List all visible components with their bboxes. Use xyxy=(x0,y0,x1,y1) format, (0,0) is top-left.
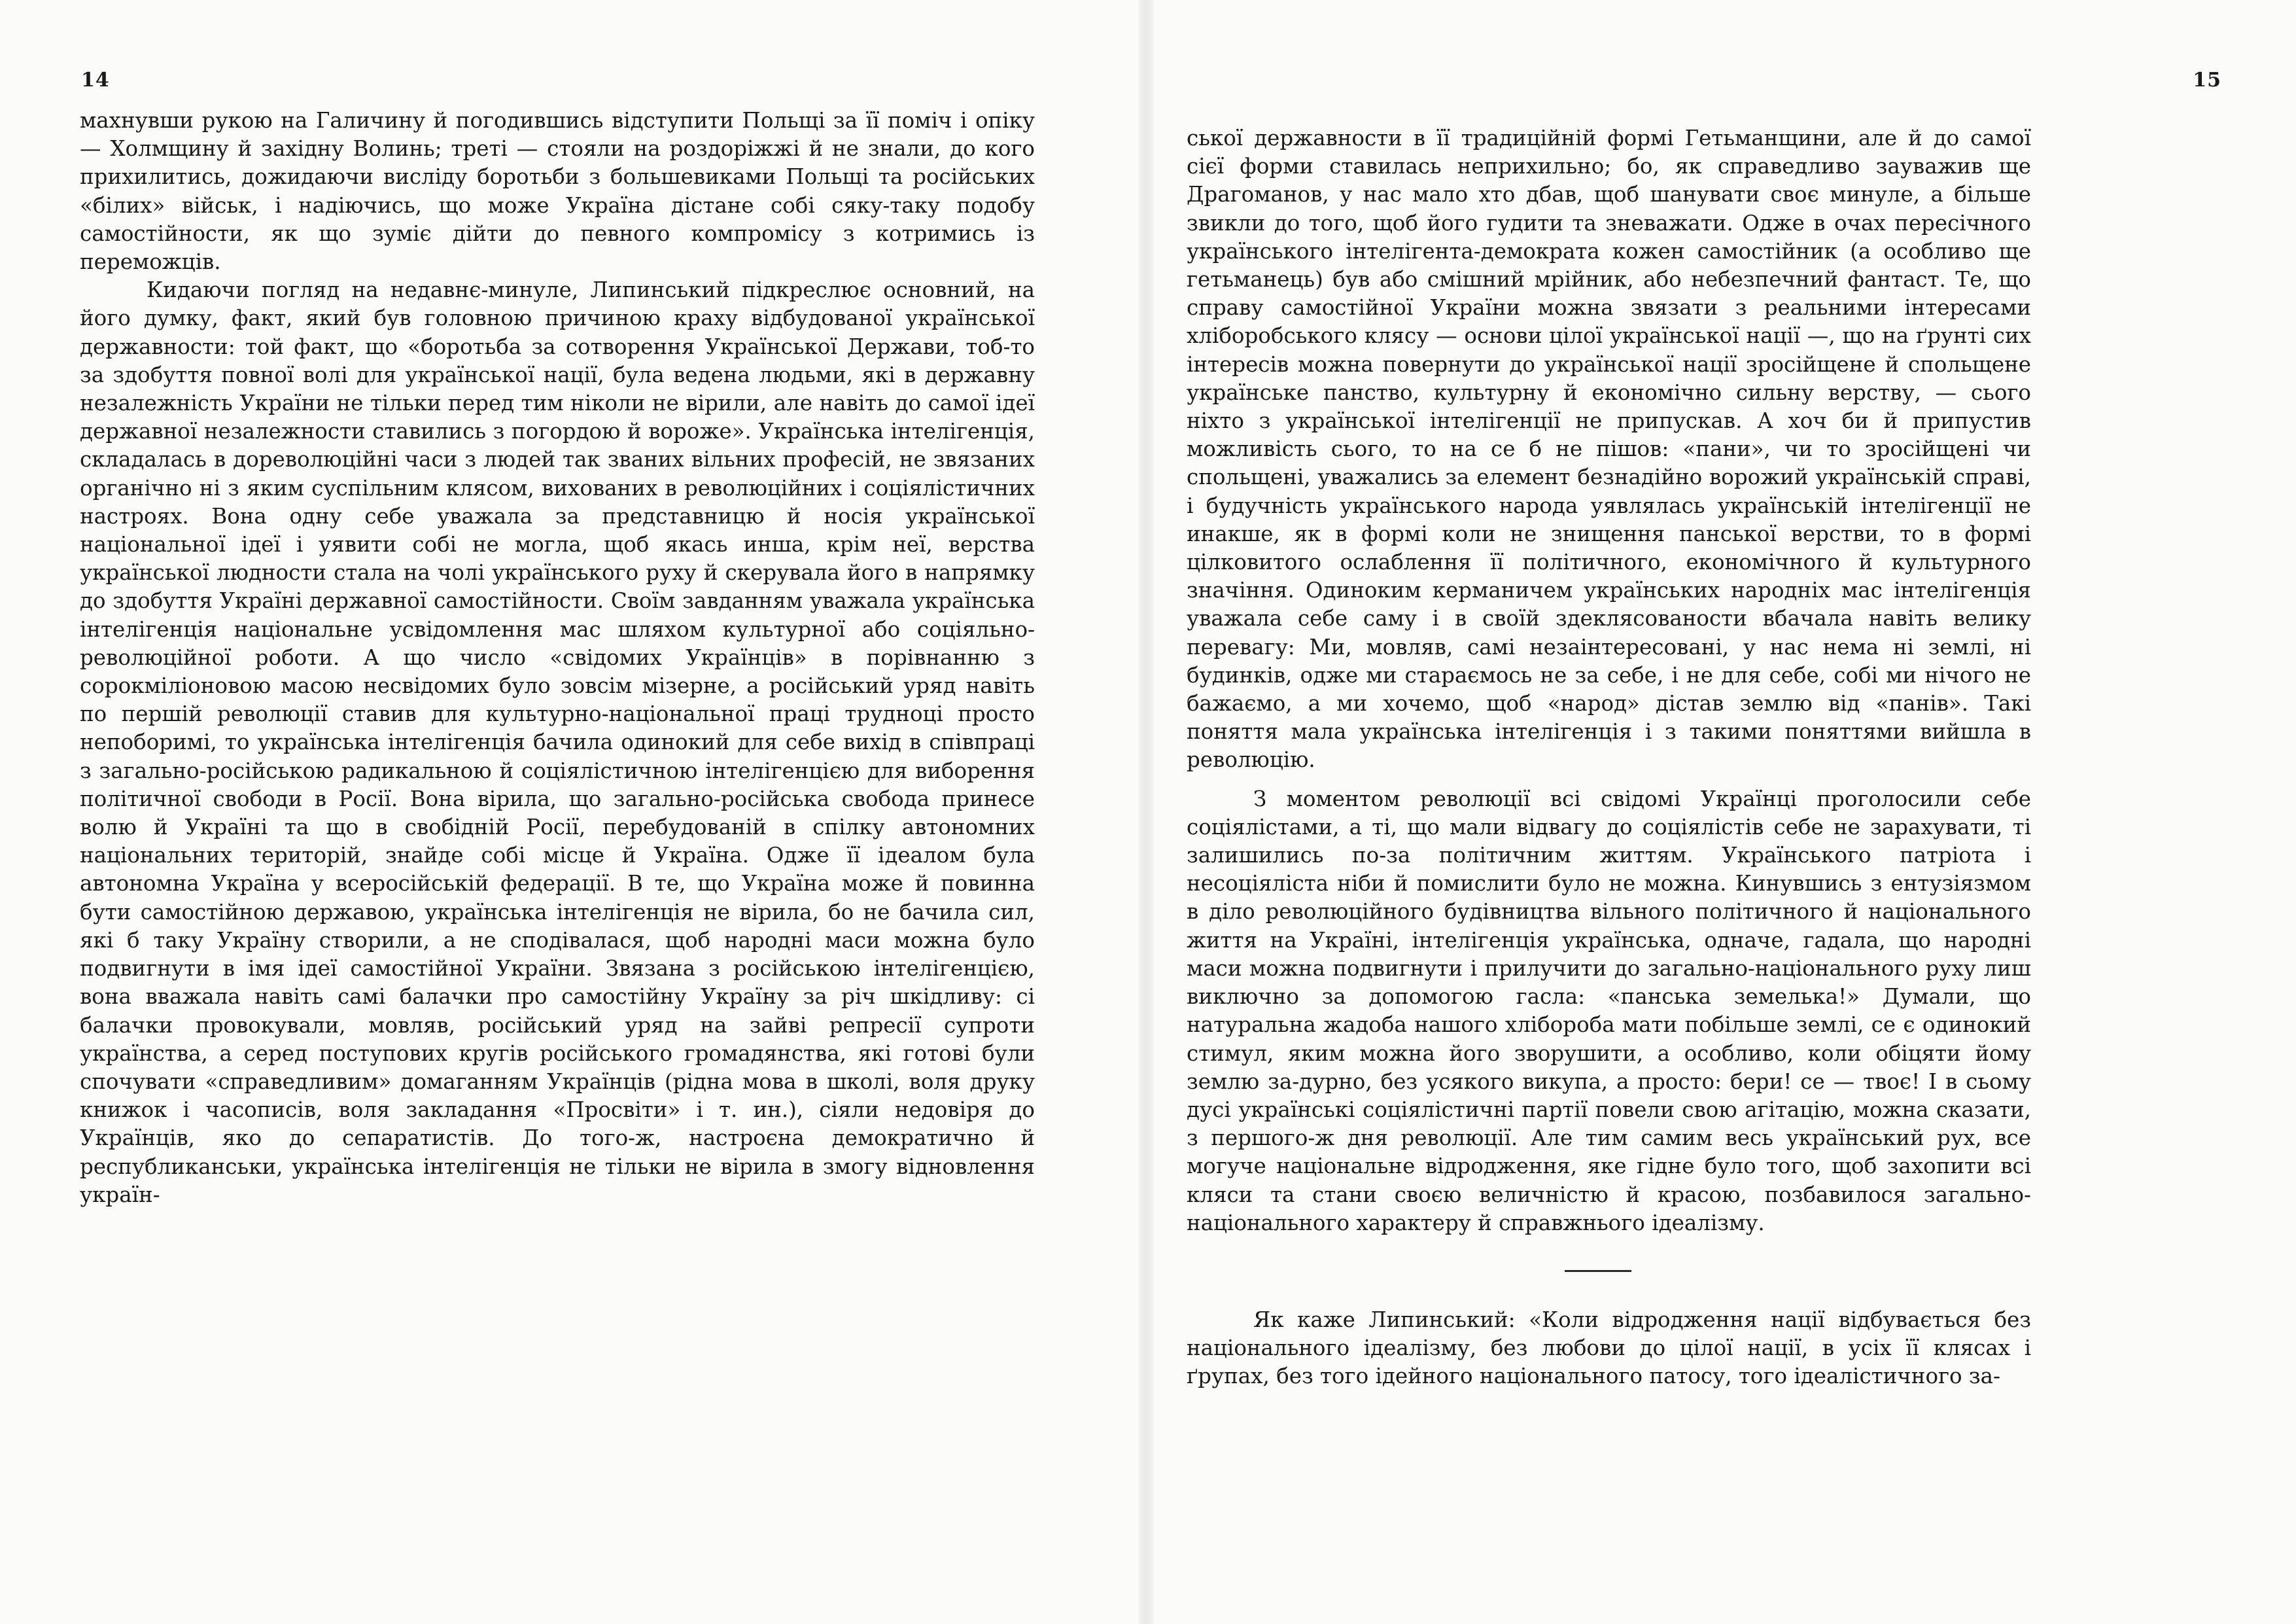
book-gutter xyxy=(1138,0,1154,1624)
right-page-text xyxy=(1154,124,2031,1391)
footnote-paragraph: Як каже Липинський: «Коли відродження нації відбувається без національного ідеалізму, без любови до цілої нації, в усіх її клясах і ґрупах, без того ідейного національного патосу, того ідеалістичного за- xyxy=(1187,1307,2031,1389)
page-number-right: 15 xyxy=(2193,69,2221,92)
paragraph: махнувши рукою на Галичину й погодившись відступити Польщі за її поміч і опіку — Холмщину й західну Волинь; треті — стояли на роздоріжжі й не знали, до кого прихилитись, дожидаючи висліду боротьби з большевиками Польщі та російських «білих» військ, і надіючись, що може Україна дістане собі сяку-таку подобу самостійности, як що зуміє дійти до певного компромісу з котримись із переможців. xyxy=(80,108,1035,275)
right-page-body xyxy=(1187,124,2031,1391)
paragraph: Кидаючи погляд на недавнє-минуле, Липинський підкреслює основний, на його думку, факт, який був головною причиною краху відбудованої української державности: той факт, що «боротьба за сотворення Української Держави, тоб-то за здобуття повної волі для української нації, була ведена людьми, які в державну незалежність України не тільки перед тим ніколи не вірили, але навіть до самої ідеї державної незалежности ставились з погордою й вороже». Українська інтелігенція, складалась в дореволюційні часи з людей так званих вільних професій, не звязаних органічно ні з яким суспільним клясом, вихованих в революційних і соціялістичних настроях. Вона одну себе уважала за представницю й носія української національної ідеї і уявити собі не могла, щоб якась инша, крім неї, верства української людности стала на чолі українського руху й скерувала його в напрямку до здобуття Україні державної самостійности. Своїм завданням уважала українська інтелігенція національне усвідомлення мас шляхом культурної або соціяльно-революційної роботи. А що число «свідомих Українців» в порівнанню з сорокміліоновою масою несвідомих було зовсім мізерне, а російський уряд навіть по першій революції ставив для культурно-національної праці трудноці просто непоборимі, то українська інтелігенція бачила одинокий для себе вихід в співпраці з загально-російською радикальною й соціялістичною інтелігенцією для виборення політичної свободи в Росії. Вона вірила, що загально-російська свобода принесе волю й Україні та що в свобідній Росії, перебудованій в спілку автономних національних територій, знайде собі місце й Україна. Одже її ідеалом була автономна Україна у всеросійській федерації. В те, що Україна може й повинна бути самостійною державою, українська інтелігенція не вірила, бо не бачила сил, які б таку Україну створили, а не сподівалася, щоб народні маси можна було подвигнути в імя ідеї самостійної України. Звязана з російською інтелігенцією, вона вважала навіть самі балачки про самостійну Україну за річ шкідливу: сі балачки провокували, мовляв, російський уряд на зайві репресії супроти українства, а серед поступових кругів російського громадянства, які готові були спочувати «справедливим» домаганням Українців (рідна мова в школі, воля друку книжок і часописів, воля закладання «Просвіти» і т. ин.), сіяли недовіря до Українців, яко до сепаратистів. До того-ж, настроєна демократично й республиканськи, українська інтелігенція не тільки не вірила в змогу відновлення україн- xyxy=(80,277,1035,1207)
page-number-left: 14 xyxy=(81,69,110,92)
paragraph: З моментом революції всі свідомі Українці проголосили себе соціялістами, а ті, що мали відвагу до соціялістів себе не зарахувати, ті залишились по-за політичним життям. Українського патріота і несоціяліста ніби й помислити було не можна. Кинувшись з ентузіязмом в діло революційного будівництва вільного політичного й національного життя на Україні, інтелігенція українська, одначе, гадала, що народні маси можна подвигнути і прилучити до загально-національного руху лиш виключно за допомогою гасла: «панська земелька!» Думали, що натуральна жадоба нашого хлібороба мати побільше землі, се є одинокий стимул, яким можна його зворушити, а особливо, коли обіцяти йому землю за-дурно, без усякого викупа, а просто: бери! се — твоє! І в сьому дусі українські соціялістичні партії повели свою агітацію, можна сказати, з першого-ж дня революції. Але тим самим весь український рух, все могуче національне відродження, яке гідне було того, щоб захопити всі кляси та стани своєю величністю й красою, позбавилося загально-національного характеру й справжнього ідеалізму. xyxy=(1187,786,2031,1235)
left-page xyxy=(0,0,1138,1624)
right-page xyxy=(1154,0,2296,1624)
left-page-text xyxy=(80,107,1035,1209)
paragraph: ської державности в її традиційній формі Гетьманщини, але й до самої сієї форми ставилась неприхильно; бо, як справедливо зауважив ще Драгоманов, у нас мало хто дбав, щоб шанувати своє минуле, а більше звикли до того, щоб його гудити та зневажати. Одже в очах пересічного українського інтелігента-демократа кожен самостійник (а особливо ще гетьманець) був або смішний мрійник, або небезпечний фантаст. Те, що справу самостійної України можна звязати з реальними інтересами хліборобського клясу — основи цілої української нації —, що на ґрунті сих інтересів можна повернути до української нації зросійщене й спольщене українське панство, культурну й економічно сильну верству, — сього ніхто з української інтелігенції не припускав. А хоч би й припустив можливість сього, то на се б не пішов: «пани», чи то зросійщені чи спольщені, уважались за елемент безнадійно ворожий українській справі, і будучність українського народа уявлялась українській інтелігенції не инакше, як в формі коли не знищення панської верстви, то в формі цілковитого ослаблення її політичного, економічного й культурного значіння. Одиноким керманичем українських народніх мас інтелігенція уважала себе саму і в своїй здеклясованости вбачала навіть велику перевагу: Ми, мовляв, самі незаінтересовані, у нас нема ні землі, ні будинків, одже ми стараємось не за себе, і не для себе, собі ми нічого не бажаємо, а ми хочемо, щоб «народ» дістав землю від «панів». Такі поняття мала українська інтелігенція і з такими поняттями вийшла в революцію. xyxy=(1187,126,2031,773)
section-divider xyxy=(1565,1270,1631,1272)
